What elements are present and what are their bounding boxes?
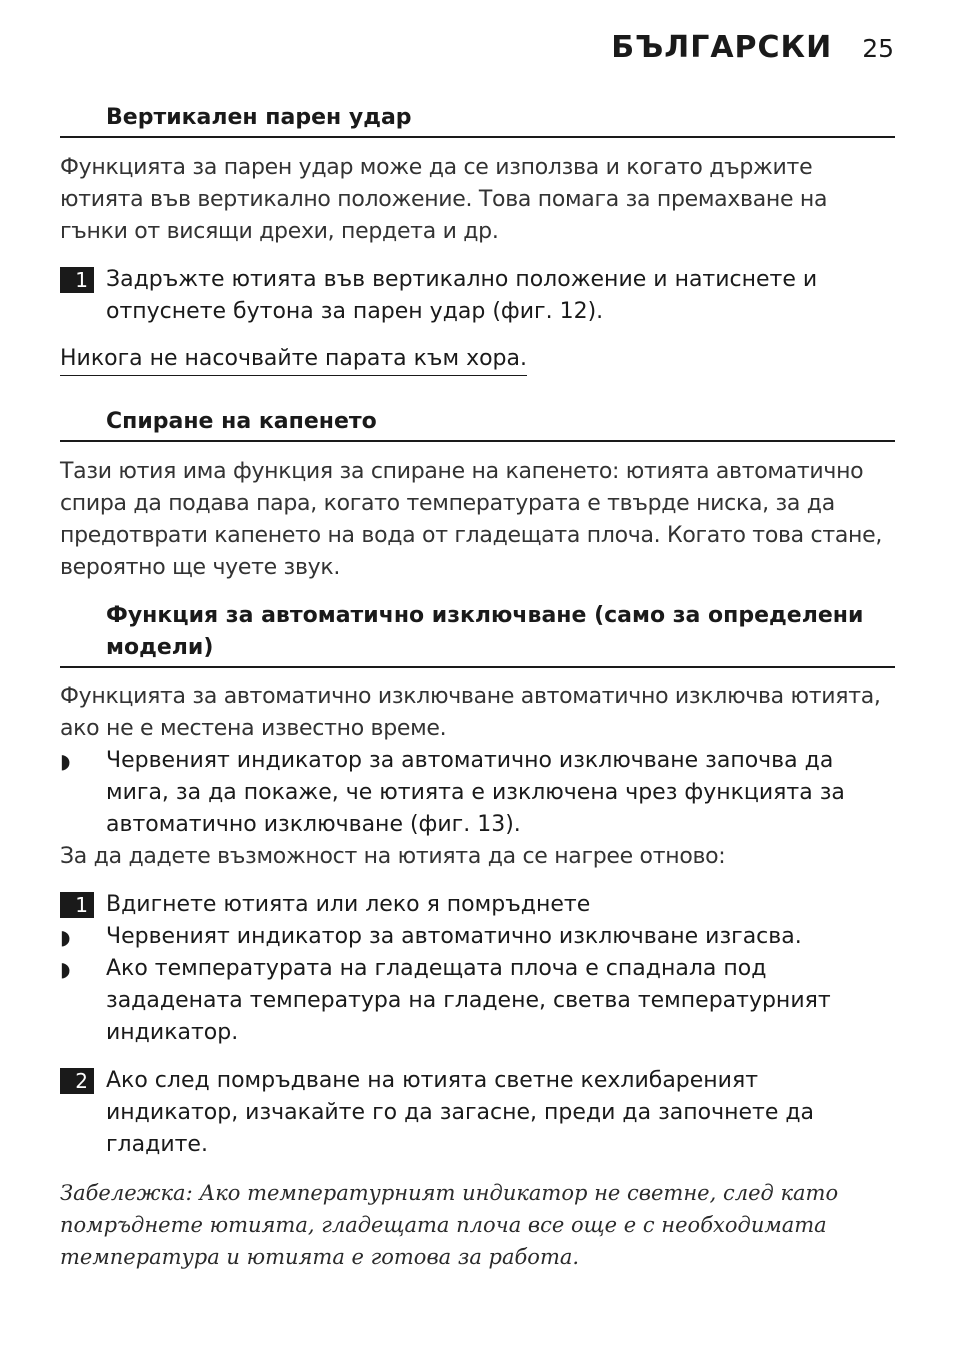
vertical-steam-intro: Функцията за парен удар може да се използва и когато държите ютията във вертикално положение. Това помага за премахване на гънки от висящи дрехи, пердета и др. [60,155,828,244]
auto-off-intro: Функцията за автоматично изключване автоматично изключва ютията, ако не е местена известно време. [60,684,881,741]
step-text: Ако след помръдване на ютията светне кехлибареният индикатор, изчакайте го да загасне, преди да започнете да гладите. [106,1068,815,1157]
auto-off-step-2 [60,1065,895,1161]
auto-off-bullet-1 [60,745,895,841]
bullet-icon: ◗ [60,957,71,981]
auto-off-note: Забележка: Ако температурният индикатор не светне, след като помръднете ютията, гладещата плоча все още е с необходимата температура и ютията е готова за работа. [60,1181,839,1269]
auto-off-step-1 [60,889,895,921]
bullet-text: Червеният индикатор за автоматично изключване започва да мига, за да покаже, че ютията е изключена чрез функцията за автоматично изключване (фиг. 13). [106,748,845,837]
section-title-auto-off: Функция за автоматично изключване (само за определени модели) [60,600,895,668]
bullet-text: Ако температурата на гладещата плоча е спаднала под зададената температура на гладене, светва температурният индикатор. [106,956,831,1045]
page-header [611,30,894,65]
steam-warning: Никога не насочвайте парата към хора. [60,343,527,376]
drip-stop-text: Тази ютия има функция за спиране на капенето: ютията автоматично спира да подава пара, когато температурата е твърде ниска, за да предотврати капенето на вода от гладещата плоча. Когато това стане, вероятно ще чуете звук. [60,459,883,580]
step-number: 1 [60,892,94,918]
bullet-icon: ◗ [60,749,71,773]
vertical-steam-step-1 [60,264,895,328]
auto-off-bullet-2 [60,921,895,953]
bullet-text: Червеният индикатор за автоматично изключване изгасва. [106,924,802,949]
page-number: 25 [862,34,894,63]
bullet-icon: ◗ [60,925,71,949]
section-title-drip-stop: Спиране на капенето [60,406,895,442]
step-text: Вдигнете ютията или леко я помръднете [106,892,591,917]
step-text: Задръжте ютията във вертикално положение и натиснете и отпуснете бутона за парен удар (фиг. 12). [106,267,818,324]
section-title-vertical-steam: Вертикален парен удар [60,102,895,138]
language-label: БЪЛГАРСКИ [611,30,833,65]
reheat-intro: За да дадете възможност на ютията да се нагрее отново: [60,844,726,869]
step-number: 2 [60,1068,94,1094]
step-number: 1 [60,267,94,293]
auto-off-bullet-3 [60,953,895,1049]
